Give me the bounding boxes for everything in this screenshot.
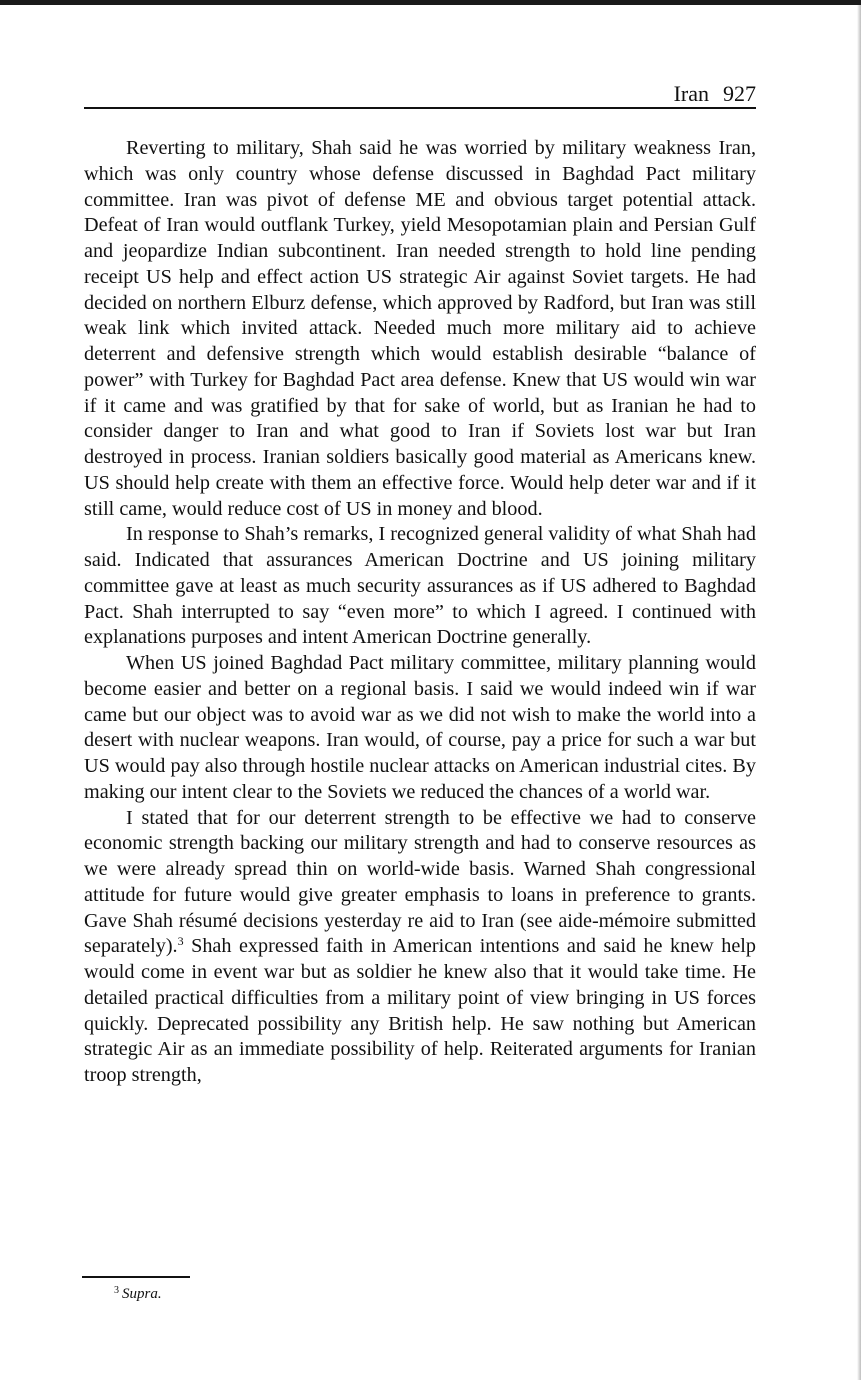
paragraph-text: Reverting to military, Shah said he was worried by military weakness Iran, which was only country whose defense discussed in Baghdad Pact military committee. Iran was pivot of defense ME and obvious target potential attack. Defeat of Iran would outflank Turkey, yield Mesopotamian plain and Persian Gulf and jeopardize Indian subcontinent. Iran needed strength to hold line pending receipt US help and effect action US strategic Air against Soviet targets. He had decided on northern Elburz defense, which approved by Radford, but Iran was still weak link which invited attack. Needed much more military aid to achieve deterrent and defensive strength which would establish desirable “balance of power” with Turkey for Baghdad Pact area defense. Knew that US would win war if it came and was gratified by that for sake of world, but as Iranian he had to consider danger to Iran and what good to Iran if Soviets lost war but Iran destroyed in process. Iranian soldiers basically good material as Americans knew. US should help create with them an effective force. Would help deter war and if it still came, would reduce cost of US in money and blood. xyxy=(84,137,756,520)
page-number: 927 xyxy=(723,81,756,106)
paragraph xyxy=(84,651,756,806)
footnote-rule xyxy=(82,1276,190,1278)
paragraph xyxy=(84,136,756,522)
running-head xyxy=(84,82,756,106)
footnote-number: 3 xyxy=(114,1285,119,1296)
footnote-text: Supra. xyxy=(122,1286,162,1302)
paragraph xyxy=(84,806,756,1089)
running-head-title: Iran xyxy=(673,81,709,106)
body-text xyxy=(84,136,756,1089)
footnote xyxy=(114,1285,162,1303)
page-top-edge xyxy=(0,0,861,5)
paragraph-text: I stated that for our deterrent strength to be effective we had to conserve economic strength backing our military strength and had to conserve resources as we were already spread thin on world-wide basis. Warned Shah congressional attitude for future would give greater emphasis to loans in preference to grants. Gave Shah résumé decisions yesterday re aid to Iran (see aide-mémoire submitted separately). xyxy=(84,806,756,958)
page-right-edge xyxy=(857,5,861,1380)
paragraph-text: Shah expressed faith in American intentions and said he knew help would come in event war but as soldier he knew also that it would take time. He detailed practical difficulties from a military point of view bringing in US forces quickly. Deprecated possibility any British help. He saw nothing but American strategic Air as an immediate possibility of help. Reiterated arguments for Iranian troop strength, xyxy=(84,935,756,1086)
footnote-reference: 3 xyxy=(177,934,184,949)
paragraph xyxy=(84,522,756,651)
header-rule xyxy=(84,107,756,109)
paragraph-text: In response to Shah’s remarks, I recognized general validity of what Shah had said. Indicated that assurances American Doctrine and US joining military committee gave at least as much security assurances as if US adhered to Baghdad Pact. Shah interrupted to say “even more” to which I agreed. I continued with explanations purposes and intent American Doctrine generally. xyxy=(84,523,756,649)
paragraph-text: When US joined Baghdad Pact military committee, military planning would become easier and better on a regional basis. I said we would indeed win if war came but our object was to avoid war as we did not wish to make the world into a desert with nuclear weapons. Iran would, of course, pay a price for such a war but US would pay also through hostile nuclear attacks on American industrial cites. By making our intent clear to the Soviets we reduced the chances of a world war. xyxy=(84,652,756,803)
